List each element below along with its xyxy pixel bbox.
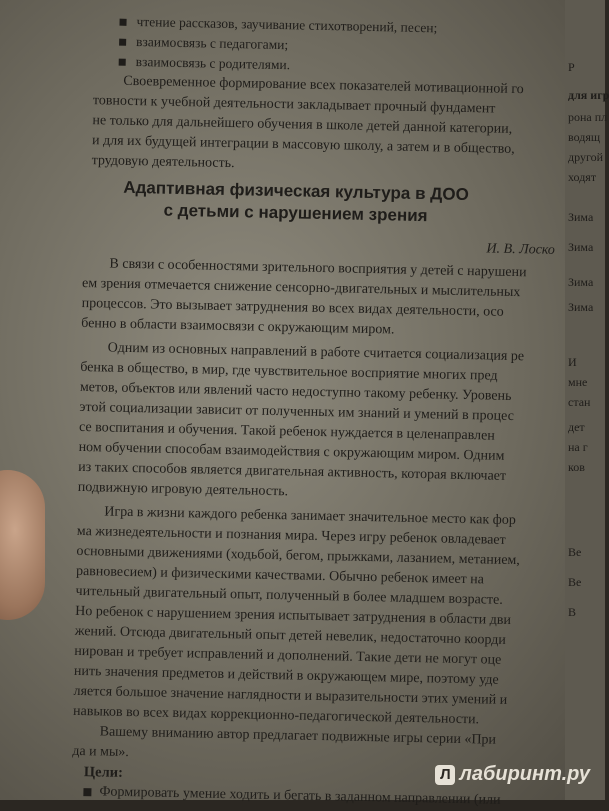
watermark-text: лабиринт.ру [459, 763, 590, 785]
right-page-fragment: водящ [568, 130, 601, 144]
right-page-fragment: на г [568, 440, 588, 454]
body-line: равновесием) и физическими качествами. Обычно ребенок имеет на [75, 563, 485, 588]
body-line: Игра в жизни каждого ребенка занимает значительное место как фор [104, 504, 516, 529]
right-page-fragment: стан [568, 395, 591, 409]
right-page-fragment: Зима [568, 275, 594, 289]
body-line: нирован и требует исправлений и дополнений. Такие дети не могут оце [74, 643, 502, 668]
list-item [119, 54, 291, 74]
body-line: се воспитания и обучения. Такой ребенок нуждается в целенаправлен [78, 419, 495, 444]
body-line: этой социализации зависит от полученных им знаний и умений в процес [79, 399, 515, 425]
body-line: основными движениями (ходьбой, бегом, прыжками, лазанием, метанием, [76, 543, 520, 569]
labirint-logo-icon: Л [435, 765, 455, 785]
body-line: навыков во всех видах коррекционно-педагогической деятельности. [72, 703, 480, 728]
paragraph-line: трудовую деятельность. [91, 153, 235, 172]
body-line: жений. Отсюда двигательный опыт детей невелик, недостаточно коорди [74, 623, 507, 648]
right-page-fragment: ков [568, 460, 585, 474]
right-page-edge [565, 0, 609, 800]
body-line: Но ребенок с нарушением зрения испытывает затруднения в области дви [75, 603, 512, 628]
paragraph-line: не только для дальнейшего обучения в школе детей данной категории, [92, 113, 513, 137]
body-line: из таких способов является двигательная активность, которая включает [78, 459, 507, 484]
goals-label: Цели: [83, 764, 124, 781]
body-line: В связи с особенностями зрительного восприятия у детей с нарушени [109, 256, 527, 281]
paragraph-line: и для их будущей интеграции в массовую школу, а затем и в общество, [91, 133, 515, 157]
body-line: метов, объектов или явлений часто недоступно такому ребенку. Уровень [79, 379, 512, 404]
author-name: И. В. Лоско [486, 241, 556, 258]
body-line: Вашему вниманию автор предлагает подвижные игры серии «При [99, 724, 497, 748]
right-page-fragment: И [568, 355, 577, 369]
right-page-fragment: дет [568, 420, 585, 434]
paragraph-line: Своевременное формирование всех показателей мотивационной го [123, 73, 524, 98]
right-page-fragment: Зима [568, 210, 594, 224]
goal-line-text: Формировать умение ходить и бегать в заданном направлении (или [99, 784, 501, 808]
right-page-fragment: рона пл [568, 110, 608, 124]
list-item-text: взаимосвязь с педагогами; [135, 34, 289, 53]
right-page-fragment: другой [568, 150, 603, 164]
right-page-fragment: ходят [568, 170, 597, 184]
body-line: подвижную игровую деятельность. [77, 479, 289, 500]
body-line: бенка в общество, в мир, где чувствительное восприятие многих пред [80, 359, 498, 384]
body-line: ем зрения отмечается снижение сенсорно-двигательных и мыслительных [81, 275, 521, 301]
right-page-fragment: В [568, 605, 577, 619]
list-item-text: чтение рассказов, заучивание стихотворений, песен; [136, 14, 438, 36]
goal-line [83, 784, 500, 809]
bullet-square-icon [83, 788, 91, 796]
bullet-square-icon [119, 39, 126, 46]
book-page [23, 0, 560, 811]
right-page-fragment: Зима [568, 240, 594, 254]
paragraph-line: товности к учебной деятельности закладывает прочный фундамент [92, 93, 496, 117]
list-item-text: взаимосвязь с родителями. [135, 54, 291, 73]
body-line: да и мы». [72, 743, 130, 761]
body-line: ляется большое значение наглядности и выразительности этих умений и [73, 683, 508, 708]
body-line: Одним из основных направлений в работе считается социализация ре [107, 340, 525, 365]
bullet-square-icon [119, 59, 126, 66]
watermark [435, 763, 590, 786]
right-page-fragment: Р [568, 60, 575, 74]
right-page-fragment: мне [568, 375, 588, 389]
body-line: бенно в области взаимосвязи с окружающим миром. [81, 315, 395, 338]
section-title: Адаптивная физическая культура в ДОО [123, 177, 469, 205]
list-item [119, 14, 437, 37]
right-page-fragment: Зима [568, 300, 594, 314]
body-line: чительный двигательный опыт, полученный в более младшем возрасте. [75, 583, 503, 608]
body-line: процессов. Это вызывает затруднения во всех видах деятельности, осо [81, 295, 504, 320]
right-page-fragment: Ве [568, 575, 582, 589]
body-line: ном обучении способам взаимодействия с окружающим миром. Одним [78, 439, 505, 464]
list-item [119, 34, 288, 54]
section-title: с детьми с нарушением зрения [163, 200, 428, 226]
right-page-fragment: для игр [568, 88, 609, 102]
right-page-fragment: Ве [568, 545, 582, 559]
bullet-square-icon [119, 19, 126, 26]
body-line: ма жизнедеятельности и познания мира. Через игру ребенок овладевает [76, 523, 506, 548]
thumb-finger [0, 470, 45, 620]
body-line: нить значения предметов и действий в окружающем мире, поэтому уде [73, 663, 499, 688]
